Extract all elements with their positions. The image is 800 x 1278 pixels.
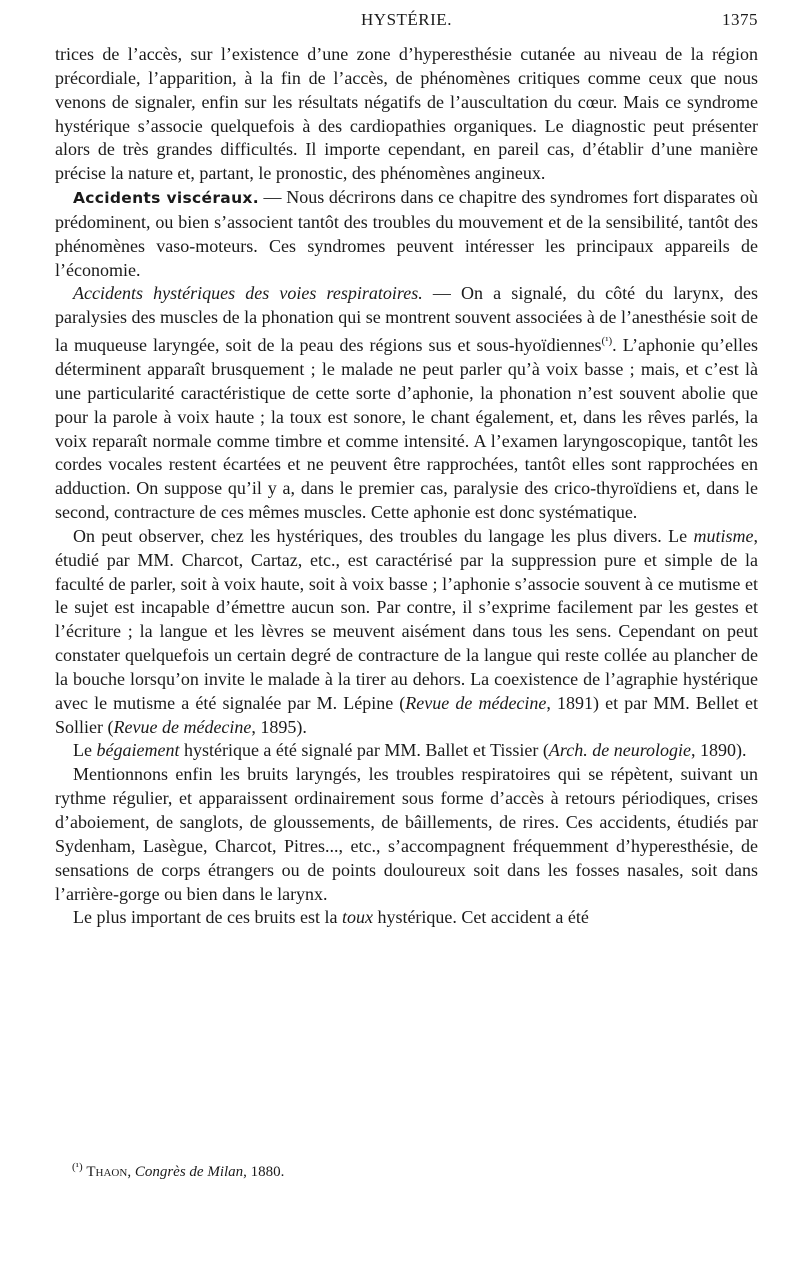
footnote-separator: ,	[127, 1164, 135, 1180]
paragraph	[55, 906, 758, 930]
italic-term: mutisme	[693, 525, 754, 546]
footnote-mark: (¹)	[72, 1161, 83, 1173]
paragraph	[55, 763, 758, 906]
footnote-year: , 1880.	[243, 1164, 285, 1180]
paragraph-text: , 1891) et par MM. Bellet et Sollier (	[55, 692, 758, 737]
citation-title: Revue de médecine	[405, 692, 547, 713]
paragraph-text: trices de l’accès, sur l’existence d’une zone d’hyperesthésie cutanée au niveau de la région précordiale, l’apparition, à la fin de l’accès, de phénomènes critiques comme ceux que nous venons de signaler, enfin sur les résultats négatifs de l’auscultation du cœur. Mais ce syndrome hystérique s’associe quelquefois à des cardiopathies organiques. Le diagnostic peut présenter alors de très grandes difficultés. Il importe cependant, en pareil cas, d’établir d’une manière précise la nature et, partant, le pronostic, des phénomènes angineux.	[55, 44, 758, 184]
paragraph-text: — Nous décrirons dans ce chapitre des syndromes fort disparates où prédominent, ou bien s’associent tantôt des troubles du mouvement et de la sensibilité, tantôt des phénomènes vaso-moteurs. Ces syndromes peuvent intéresser les principaux appareils de l’économie.	[55, 187, 758, 280]
italic-term: bégaiement	[96, 740, 180, 761]
paragraph-text: , 1895).	[251, 716, 307, 737]
page-number: 1375	[722, 10, 758, 29]
paragraph-text: On peut observer, chez les hystériques, des troubles du langage les plus divers. Le	[73, 525, 694, 546]
footnote-work: Congrès de Milan	[134, 1164, 244, 1180]
footnote-ref: (¹)	[601, 335, 613, 348]
paragraph	[55, 43, 758, 186]
paragraph	[55, 525, 758, 740]
paragraph-text: , étudié par MM. Charcot, Cartaz, etc., est caractérisé par la suppression pure et simple de la faculté de parler, soit à voix haute, soit à voix basse ; l’aphonie s’associe souvent à ce mutisme et le sujet est incapable d’émettre aucun son. Par contre, il s’exprime facilement par les gestes et l’écriture ; la langue et les lèvres se meuvent aisément dans tous les sens. Cependant on peut constater quelquefois un certain degré de contracture de la langue qui reste collée au plancher de la bouche lorsqu’on invite le malade à la tirer au dehors. La coexistence de l’agraphie hystérique avec le mutisme a été signalée par M. Lépine (	[55, 525, 758, 713]
paragraph-text: , 1890).	[691, 740, 747, 761]
paragraph	[55, 739, 758, 763]
paragraph-text: Le plus important de ces bruits est la	[73, 907, 342, 928]
body-text	[55, 43, 758, 930]
subsection-heading: Accidents hystériques des voies respiratoires.	[73, 283, 423, 304]
paragraph	[55, 282, 758, 524]
footnote-author: Thaon	[86, 1164, 128, 1180]
paragraph-text: — On a signalé, du côté du larynx, des paralysies des muscles de la phonation qui se montrent souvent associées à de l’anesthésie soit de la muqueuse laryngée, soit de la peau des régions sus et sous-hyoïdiennes	[55, 283, 759, 356]
citation-title: Revue de médecine	[113, 716, 252, 737]
paragraph-text: Le	[73, 740, 97, 761]
paragraph-text: . L’aphonie qu’elles déterminent apparaît brusquement ; le malade ne peut parler qu’à voix basse ; mais, et c’est là une particularité caractéristique de cette sorte d’aphonie, la phonation n’est souvent abolie que pour la parole à voix haute ; la toux est sonore, le chant également, et, dans les rêves parlés, la voix reparaît normale comme timbre et comme intensité. A l’examen laryngoscopique, tantôt les cordes vocales restent écartées et ne peuvent être rapprochées, tantôt elles sont rapprochées en adduction. On suppose qu’il y a, dans le premier cas, paralysie des crico-thyroïdiens et, dans le second, contracture de ces mêmes muscles. Cette aphonie est donc systématique.	[55, 335, 758, 523]
paragraph	[55, 186, 758, 282]
citation-title: Arch. de neurologie	[548, 740, 692, 761]
running-head	[55, 6, 758, 36]
section-heading: Accidents viscéraux.	[73, 189, 259, 208]
paragraph-text: Mentionnons enfin les bruits laryngés, les troubles respiratoires qui se répètent, suivant un rythme régulier, et apparaissent ordinairement sous forme d’accès à retours périodiques, crises d’aboiement, de sanglots, de gloussements, de bâillements, de rires. Ces accidents, étudiés par Sydenham, Lasègue, Charcot, Pitres..., etc., s’accompagnent fréquemment d’hyperesthésie, de sensations de corps étrangers ou de points douloureux soit dans les fosses nasales, soit dans l’arrière-gorge ou bien dans le larynx.	[55, 764, 758, 904]
footnote	[72, 1161, 758, 1181]
paragraph-text: hystérique. Cet accident a été	[372, 907, 589, 928]
paragraph-text: hystérique a été signalé par MM. Ballet et Tissier (	[179, 740, 549, 761]
running-title: HYSTÉRIE.	[361, 10, 452, 29]
italic-term: toux	[341, 907, 373, 928]
